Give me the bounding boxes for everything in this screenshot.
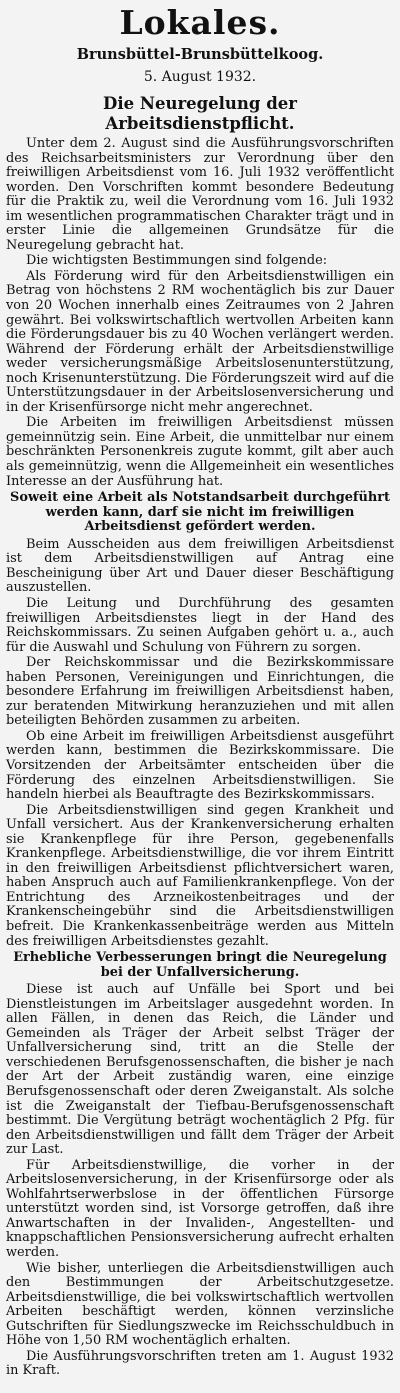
paragraph-advisory: Der Reichskommissar und die Bezirkskommissare haben Personen, Vereinigungen und Einrichtungen, die besondere Erfahrung im freiwilligen Arbeitsdienst haben, zur beratenden Mitwirkung heranzuziehen und mit allen beteiligten Behörden zusammen zu arbeiten. — [6, 655, 394, 729]
paragraph-district-commissioners: Ob eine Arbeit im freiwilligen Arbeitsdienst ausgeführt werden kann, bestimmen die Bezirkskommissare. Die Vorsitzenden der Arbeitsämter entscheiden über die Förderung des einzelnen Arbeitsdienstwilligen. Sie handeln hierbei als Beauftragte des Bezirkskommissars. — [6, 728, 394, 803]
paragraph-health-insurance: Die Arbeitsdienstwilligen sind gegen Krankheit und Unfall versichert. Aus der Krankenversicherung erhalten sie Krankenpflege für ihre Person, gegebenenfalls Krankenpflege. Arbeitsdienstwillige, die vor ihrem Eintritt in den freiwilligen Arbeitsdienst pflichtversichert waren, haben Anspruch auch auf Familienkrankenpflege. Von der Entrichtung des Arzneikostenbeitrages und der Krankenscheingebühr sind die Arbeitsdienstwilligen befreit. Die Krankenkassenbeiträge werden aus Mitteln des freiwilligen Arbeitsdienstes gezahlt. — [6, 802, 394, 949]
paragraph-public-benefit: Die Arbeiten im freiwilligen Arbeitsdienst müssen gemeinnützig sein. Eine Arbeit, die unmittelbar nur einem beschränkten Personenkreis zugute kommt, gilt aber auch als gemeinnützig, wenn die Allgemeinheit ein wesentliches Interesse an der Ausführung hat. — [6, 415, 394, 489]
paragraph-leadership: Die Leitung und Durchführung des gesamten freiwilligen Arbeitsdienstes liegt in der Hand des Reichskommissars. Zu seinen Aufgaben gehört u. a., auch für die Auswahl und Schulung von Führern zu sorgen. — [6, 595, 394, 655]
article-body — [6, 137, 394, 1379]
subhead-emergency-work: Soweit eine Arbeit als Notstandsarbeit durchgeführt werden kann, darf sie nicht im freiwilligen Arbeitsdienst gefördert werden. — [10, 490, 390, 535]
paragraph-pension-rights: Für Arbeitsdienstwillige, die vorher in der Arbeitslosenversicherung, in der Krisenfürsorge oder als Wohlfahrtserwerbslose in der öffentlichen Fürsorge unterstützt worden sind, ist Vorsorge getroffen, daß ihre Anwartschaften in der Invaliden-, Angestellten- und knappschaftlichen Pensionsversicherung aufrecht erhalten werden. — [6, 1157, 394, 1261]
paragraph-effective-date: Die Ausführungsvorschriften treten am 1. August 1932 in Kraft. — [6, 1348, 394, 1379]
paragraph-labor-protection: Wie bisher, unterliegen die Arbeitsdienstwilligen auch den Bestimmungen der Arbeitschutzgesetze. Arbeitsdienstwillige, die bei volkswirtschaftlich wertvollen Arbeiten beschäftigt werden, können verzinsliche Gutschriften für Siedlungszwecke im Reichsschuldbuch in Höhe von 1,50 RM wochentäglich erhalten. — [6, 1260, 394, 1349]
section-masthead: Lokales. — [119, 3, 281, 42]
subhead-accident-insurance: Erhebliche Verbesserungen bringt die Neuregelung bei der Unfallversicherung. — [13, 950, 387, 980]
issue-date: 5. August 1932. — [143, 69, 257, 85]
paragraph-key-provisions-intro: Die wichtigsten Bestimmungen sind folgende: — [26, 253, 328, 269]
paragraph-intro: Unter dem 2. August sind die Ausführungsvorschriften des Reichsarbeitsministers zur Verordnung über den freiwilligen Arbeitsdienst vom 16. Juli 1932 veröffentlicht worden. Den Vorschriften kommt besondere Bedeutung für die Praktik zu, weil die Verordnung vom 16. Juli 1932 im wesentlichen programmatischen Charakter trägt und in erster Linie die allgemeinen Grundsätze für die Neuregelung gebracht hat. — [6, 136, 394, 253]
article-headline: Die Neuregelung der Arbeitsdienstpflicht. — [103, 94, 297, 133]
town-dateline: Brunsbüttel-Brunsbüttelkoog. — [76, 46, 324, 63]
paragraph-accident-insurance: Diese ist auch auf Unfälle bei Sport und bei Dienstleistungen im Arbeitslager ausgedehnt worden. In allen Fällen, in denen das Reich, die Länder und Gemeinden als Träger der Arbeit selbst Träger der Unfallversicherung sind, tritt an die Stelle der verschiedenen Berufsgenossenschaften, die bisher je nach der Art der Arbeit zuständig waren, eine einzige Berufsgenossenschaft oder deren Zweiganstalt. Als solche ist die Zweiganstalt der Tiefbau-Berufsgenossenschaft bestimmt. Die Vergütung beträgt wochentäglich 2 Pfg. für den Arbeitsdienstwilligen und fällt dem Träger der Arbeit zur Last. — [6, 982, 394, 1158]
paragraph-funding: Als Förderung wird für den Arbeitsdienstwilligen ein Betrag von höchstens 2 RM wochentäglich bis zur Dauer von 20 Wochen innerhalb eines Zeitraumes von 2 Jahren gewährt. Bei volkswirtschaftlich wertvollen Arbeiten kann die Förderungsdauer bis zu 40 Wochen verlängert werden. Während der Förderung erhält der Arbeitsdienstwillige weder versicherungsmäßige Arbeitslosenunterstützung, noch Krisenunterstützung. Die Förderungszeit wird auf die Unterstützungsdauer in der Arbeitslosenversicherung und in der Krisenfürsorge nicht mehr angerechnet. — [6, 268, 394, 415]
paragraph-certificate: Beim Ausscheiden aus dem freiwilligen Arbeitsdienst ist dem Arbeitsdienstwilligen auf Antrag eine Bescheinigung über Art und Dauer dieser Beschäftigung auszustellen. — [6, 536, 394, 596]
